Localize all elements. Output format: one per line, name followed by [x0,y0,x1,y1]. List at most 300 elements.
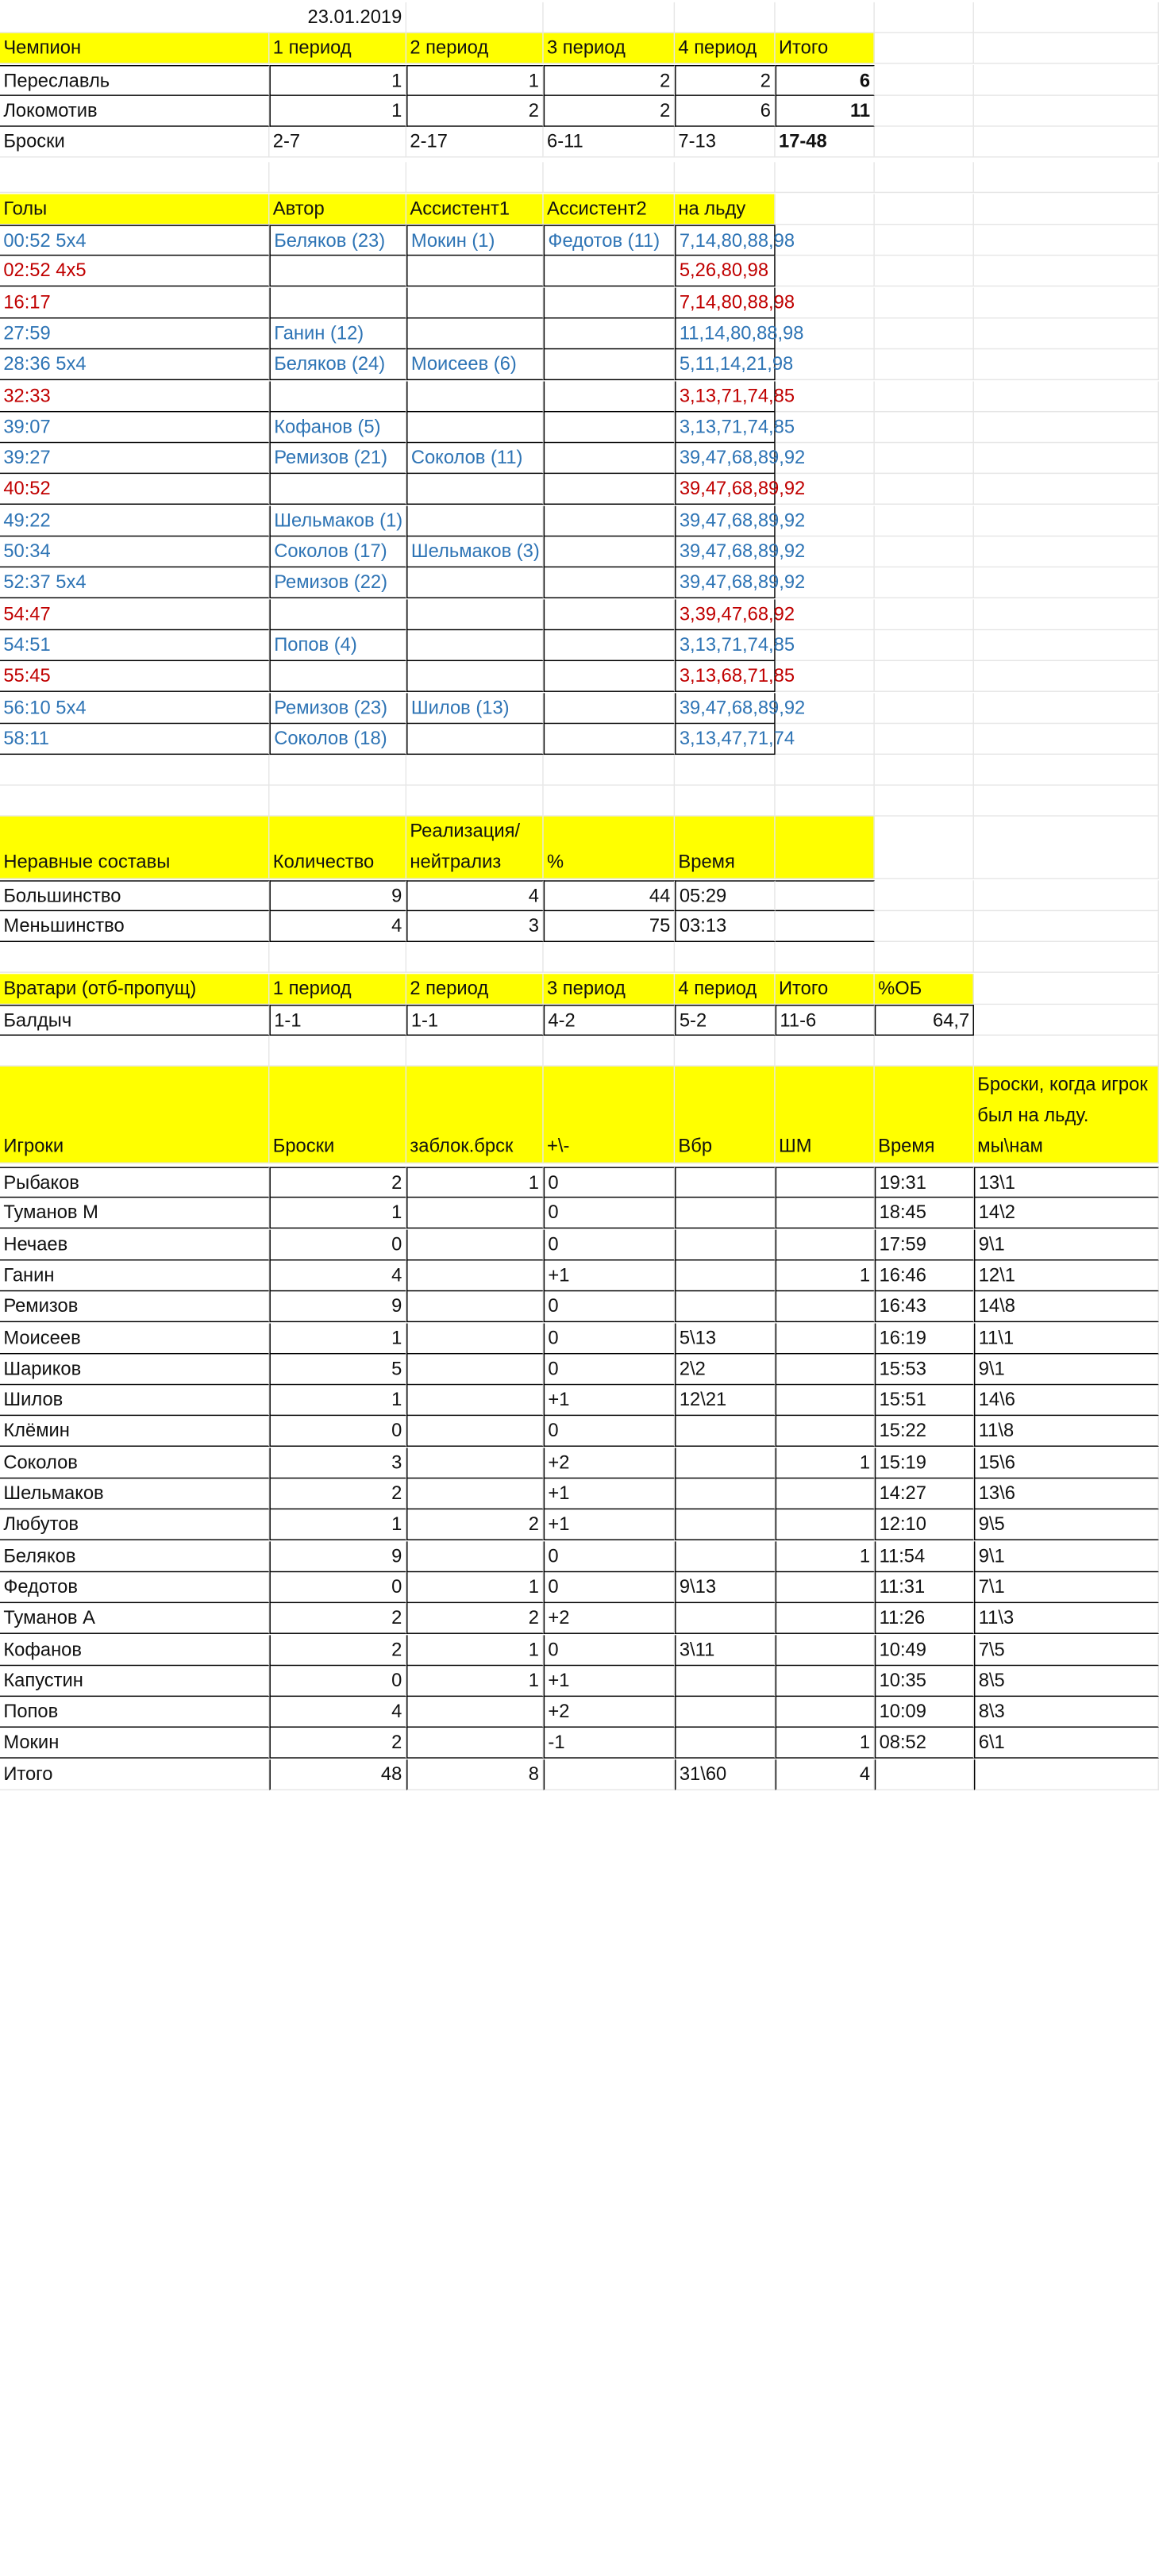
player-cell[interactable]: 1 [776,1448,875,1478]
player-cell[interactable]: 08:52 [875,1728,974,1759]
empty-cell[interactable] [974,412,1159,443]
empty-cell[interactable] [875,880,974,911]
goal-a2-cell[interactable] [544,287,675,318]
player-cell[interactable]: 9 [269,1541,406,1572]
goal-ice-cell[interactable]: 3,39,47,68,92 [675,599,776,630]
player-cell[interactable]: 1 [269,1385,406,1416]
player-cell[interactable]: Федотов [0,1572,269,1603]
player-cell[interactable]: 1 [776,1260,875,1291]
empty-cell[interactable] [875,412,974,443]
goalies-header-cell[interactable]: 1 период [269,974,406,1005]
empty-cell[interactable] [406,162,544,193]
player-cell[interactable] [675,1292,776,1323]
player-cell[interactable]: 11\1 [974,1323,1159,1354]
player-cell[interactable]: 1 [406,1666,544,1697]
score-cell[interactable]: Переславль [0,65,269,96]
score-header-cell[interactable]: Итого [776,33,875,64]
empty-cell[interactable] [0,1036,269,1067]
player-cell[interactable]: -1 [544,1728,675,1759]
special-header-cell[interactable]: % [544,817,675,879]
player-cell[interactable]: 11:54 [875,1541,974,1572]
empty-cell[interactable] [875,693,974,724]
goal-a1-cell[interactable]: Мокин (1) [406,225,544,256]
empty-cell[interactable] [974,661,1159,692]
player-cell[interactable]: 1 [269,1198,406,1229]
empty-cell[interactable] [974,225,1159,256]
empty-cell[interactable] [974,318,1159,349]
empty-cell[interactable] [544,786,675,817]
player-cell[interactable]: +2 [544,1697,675,1728]
empty-cell[interactable] [974,630,1159,661]
goalie-cell[interactable]: 64,7 [875,1005,974,1036]
player-cell[interactable]: +1 [544,1510,675,1541]
score-cell[interactable]: 17-48 [776,127,875,158]
empty-cell[interactable] [974,194,1159,225]
special-header-cell[interactable]: Количество [269,817,406,879]
player-cell[interactable]: 8\5 [974,1666,1159,1697]
goals-header-cell[interactable]: Ассистент2 [544,194,675,225]
player-cell[interactable]: 0 [544,1354,675,1385]
empty-cell[interactable] [974,755,1159,786]
empty-cell[interactable] [974,724,1159,755]
player-cell[interactable]: Ганин [0,1260,269,1291]
empty-cell[interactable] [875,661,974,692]
special-cell[interactable]: Большинство [0,880,269,911]
empty-cell[interactable] [974,974,1159,1005]
goal-author-cell[interactable]: Ганин (12) [269,318,406,349]
empty-cell[interactable] [974,96,1159,127]
player-cell[interactable]: 7\5 [974,1635,1159,1666]
goal-a1-cell[interactable] [406,256,544,287]
player-cell[interactable]: 9\1 [974,1354,1159,1385]
empty-cell[interactable] [875,225,974,256]
goals-header-cell[interactable]: на льду [675,194,776,225]
player-cell[interactable] [776,1354,875,1385]
empty-cell[interactable] [406,2,544,33]
player-cell[interactable]: 12:10 [875,1510,974,1541]
goal-time-cell[interactable]: 49:22 [0,506,269,536]
empty-cell[interactable] [875,786,974,817]
player-cell[interactable] [406,1354,544,1385]
score-cell[interactable]: 2-7 [269,127,406,158]
player-cell[interactable]: 15:22 [875,1417,974,1448]
player-cell[interactable]: Рыбаков [0,1167,269,1198]
empty-cell[interactable] [875,536,974,567]
player-cell[interactable]: +1 [544,1478,675,1509]
special-header-cell[interactable]: Реализация/ нейтрализ [406,817,544,879]
goal-author-cell[interactable]: Беляков (23) [269,225,406,256]
empty-cell[interactable] [776,912,875,943]
player-cell[interactable]: 0 [544,1167,675,1198]
score-cell[interactable]: 11 [776,96,875,127]
player-cell[interactable] [406,1478,544,1509]
player-cell[interactable]: 15:19 [875,1448,974,1478]
empty-cell[interactable] [406,1036,544,1067]
empty-cell[interactable] [544,162,675,193]
goal-a2-cell[interactable] [544,724,675,755]
special-cell[interactable]: 9 [269,880,406,911]
goals-header-cell[interactable]: Голы [0,194,269,225]
player-cell[interactable]: Капустин [0,1666,269,1697]
empty-cell[interactable] [974,912,1159,943]
score-cell[interactable]: 6-11 [544,127,675,158]
goal-a1-cell[interactable] [406,287,544,318]
goal-time-cell[interactable]: 54:47 [0,599,269,630]
goal-a1-cell[interactable] [406,599,544,630]
player-cell[interactable] [776,1572,875,1603]
player-cell[interactable]: 16:43 [875,1292,974,1323]
empty-cell[interactable] [544,942,675,973]
goalie-cell[interactable]: 11-6 [776,1005,875,1036]
score-cell[interactable]: Броски [0,127,269,158]
empty-cell[interactable] [544,755,675,786]
player-cell[interactable]: 10:09 [875,1697,974,1728]
player-cell[interactable] [406,1229,544,1260]
score-cell[interactable]: 1 [406,65,544,96]
player-cell[interactable]: 13\1 [974,1167,1159,1198]
goal-author-cell[interactable] [269,287,406,318]
goal-a1-cell[interactable]: Шельмаков (3) [406,536,544,567]
player-cell[interactable] [776,1635,875,1666]
player-cell[interactable] [406,1448,544,1478]
empty-cell[interactable] [875,506,974,536]
empty-cell[interactable] [875,2,974,33]
player-cell[interactable]: 0 [269,1666,406,1697]
empty-cell[interactable] [875,65,974,96]
goal-a1-cell[interactable] [406,475,544,506]
empty-cell[interactable] [406,755,544,786]
goal-author-cell[interactable] [269,599,406,630]
score-cell[interactable]: 2 [406,96,544,127]
goal-a2-cell[interactable] [544,693,675,724]
player-cell[interactable] [406,1323,544,1354]
goalies-header-cell[interactable]: Итого [776,974,875,1005]
player-cell[interactable] [406,1728,544,1759]
goal-ice-cell[interactable]: 39,47,68,89,92 [675,536,776,567]
empty-cell[interactable] [974,942,1159,973]
empty-cell[interactable] [776,693,875,724]
goal-ice-cell[interactable]: 7,14,80,88,98 [675,225,776,256]
player-cell[interactable]: Попов [0,1697,269,1728]
player-cell[interactable]: 17:59 [875,1229,974,1260]
player-cell[interactable]: 1 [776,1541,875,1572]
player-total-cell[interactable] [875,1759,974,1790]
empty-cell[interactable] [974,443,1159,474]
player-cell[interactable]: Любутов [0,1510,269,1541]
goal-time-cell[interactable]: 55:45 [0,661,269,692]
special-cell[interactable]: 44 [544,880,675,911]
goal-time-cell[interactable]: 02:52 4x5 [0,256,269,287]
player-cell[interactable]: Беляков [0,1541,269,1572]
goal-author-cell[interactable] [269,475,406,506]
empty-cell[interactable] [974,287,1159,318]
goal-time-cell[interactable]: 32:33 [0,381,269,412]
score-header-cell[interactable]: 2 период [406,33,544,64]
empty-cell[interactable] [974,599,1159,630]
player-cell[interactable] [675,1229,776,1260]
special-cell[interactable]: 05:29 [675,880,776,911]
empty-cell[interactable] [776,942,875,973]
player-cell[interactable]: Туманов М [0,1198,269,1229]
empty-cell[interactable] [406,786,544,817]
empty-cell[interactable] [776,630,875,661]
goal-time-cell[interactable]: 58:11 [0,724,269,755]
goalies-header-cell[interactable]: 4 период [675,974,776,1005]
player-cell[interactable] [675,1510,776,1541]
player-cell[interactable]: 0 [544,1635,675,1666]
player-cell[interactable]: 12\1 [974,1260,1159,1291]
player-cell[interactable]: 1 [406,1572,544,1603]
player-cell[interactable]: Шариков [0,1354,269,1385]
empty-cell[interactable] [974,1036,1159,1067]
empty-cell[interactable] [974,506,1159,536]
goal-ice-cell[interactable]: 3,13,71,74,85 [675,412,776,443]
player-cell[interactable] [776,1666,875,1697]
player-cell[interactable]: Нечаев [0,1229,269,1260]
empty-cell[interactable] [875,33,974,64]
goal-time-cell[interactable]: 28:36 5x4 [0,350,269,381]
empty-cell[interactable] [0,755,269,786]
goal-a2-cell[interactable] [544,318,675,349]
player-cell[interactable] [406,1385,544,1416]
player-cell[interactable]: 9\1 [974,1541,1159,1572]
score-header-cell[interactable]: Чемпион [0,33,269,64]
score-cell[interactable]: 6 [776,65,875,96]
empty-cell[interactable] [776,194,875,225]
player-cell[interactable] [675,1260,776,1291]
empty-cell[interactable] [875,630,974,661]
empty-cell[interactable] [974,475,1159,506]
empty-cell[interactable] [875,755,974,786]
empty-cell[interactable] [776,225,875,256]
empty-cell[interactable] [875,724,974,755]
goalies-header-cell[interactable]: 3 период [544,974,675,1005]
empty-cell[interactable] [875,817,974,879]
goal-a2-cell[interactable] [544,350,675,381]
goal-ice-cell[interactable]: 5,26,80,98 [675,256,776,287]
goal-ice-cell[interactable]: 39,47,68,89,92 [675,693,776,724]
goal-a2-cell[interactable] [544,475,675,506]
header-fill-cell[interactable] [776,817,875,879]
empty-cell[interactable] [776,755,875,786]
player-total-cell[interactable]: 4 [776,1759,875,1790]
player-cell[interactable]: 1 [269,1323,406,1354]
empty-cell[interactable] [875,256,974,287]
empty-cell[interactable] [974,536,1159,567]
empty-cell[interactable] [776,475,875,506]
goal-author-cell[interactable]: Ремизов (23) [269,693,406,724]
empty-cell[interactable] [544,1036,675,1067]
player-cell[interactable]: Соколов [0,1448,269,1478]
empty-cell[interactable] [875,381,974,412]
goals-header-cell[interactable]: Ассистент1 [406,194,544,225]
empty-cell[interactable] [875,475,974,506]
empty-cell[interactable] [544,2,675,33]
empty-cell[interactable] [875,599,974,630]
goalies-header-cell[interactable]: %ОБ [875,974,974,1005]
player-cell[interactable] [675,1728,776,1759]
score-header-cell[interactable]: 3 период [544,33,675,64]
player-cell[interactable]: 10:49 [875,1635,974,1666]
goal-a2-cell[interactable] [544,661,675,692]
player-cell[interactable]: 8\3 [974,1697,1159,1728]
player-cell[interactable]: 3 [269,1448,406,1478]
empty-cell[interactable] [974,350,1159,381]
goal-author-cell[interactable]: Попов (4) [269,630,406,661]
empty-cell[interactable] [974,880,1159,911]
special-cell[interactable]: 3 [406,912,544,943]
empty-cell[interactable] [974,693,1159,724]
player-cell[interactable]: 2 [269,1167,406,1198]
player-cell[interactable] [776,1198,875,1229]
goalie-cell[interactable]: Балдыч [0,1005,269,1036]
empty-cell[interactable] [776,661,875,692]
empty-cell[interactable] [875,194,974,225]
goal-a1-cell[interactable]: Соколов (11) [406,443,544,474]
player-cell[interactable] [776,1167,875,1198]
goal-author-cell[interactable]: Кофанов (5) [269,412,406,443]
empty-cell[interactable] [776,599,875,630]
empty-cell[interactable] [974,33,1159,64]
score-cell[interactable]: 7-13 [675,127,776,158]
goalie-cell[interactable]: 4-2 [544,1005,675,1036]
empty-cell[interactable] [875,127,974,158]
player-cell[interactable]: +1 [544,1385,675,1416]
goal-a2-cell[interactable] [544,381,675,412]
player-cell[interactable] [776,1478,875,1509]
goal-a1-cell[interactable] [406,661,544,692]
player-cell[interactable]: 0 [544,1292,675,1323]
player-cell[interactable]: 13\6 [974,1478,1159,1509]
player-cell[interactable] [675,1198,776,1229]
player-cell[interactable]: 19:31 [875,1167,974,1198]
goal-ice-cell[interactable]: 39,47,68,89,92 [675,506,776,536]
empty-cell[interactable] [0,942,269,973]
empty-cell[interactable] [974,2,1159,33]
player-cell[interactable]: 15\6 [974,1448,1159,1478]
goal-author-cell[interactable]: Шельмаков (1) [269,506,406,536]
goal-author-cell[interactable] [269,256,406,287]
empty-cell[interactable] [776,162,875,193]
empty-cell[interactable] [875,568,974,599]
player-cell[interactable]: 0 [544,1541,675,1572]
empty-cell[interactable] [269,786,406,817]
player-cell[interactable]: 9\1 [974,1229,1159,1260]
player-cell[interactable] [406,1198,544,1229]
empty-cell[interactable] [974,65,1159,96]
player-cell[interactable] [675,1541,776,1572]
empty-cell[interactable] [776,786,875,817]
empty-cell[interactable] [776,256,875,287]
player-cell[interactable]: 9\5 [974,1510,1159,1541]
player-cell[interactable] [776,1292,875,1323]
player-cell[interactable]: +2 [544,1448,675,1478]
player-cell[interactable]: 2 [269,1603,406,1634]
score-cell[interactable]: 1 [269,96,406,127]
goal-a2-cell[interactable] [544,506,675,536]
player-cell[interactable] [776,1603,875,1634]
score-cell[interactable]: 2 [544,96,675,127]
player-cell[interactable]: 2 [269,1635,406,1666]
player-cell[interactable]: 2 [406,1510,544,1541]
player-cell[interactable]: 0 [544,1572,675,1603]
empty-cell[interactable] [974,381,1159,412]
player-cell[interactable]: 0 [544,1417,675,1448]
player-cell[interactable]: 14\8 [974,1292,1159,1323]
goal-time-cell[interactable]: 54:51 [0,630,269,661]
players-header-cell[interactable]: Игроки [0,1067,269,1163]
player-cell[interactable] [776,1510,875,1541]
empty-cell[interactable] [875,162,974,193]
goal-ice-cell[interactable]: 7,14,80,88,98 [675,287,776,318]
empty-cell[interactable] [974,817,1159,879]
player-cell[interactable]: 16:19 [875,1323,974,1354]
player-cell[interactable]: 15:51 [875,1385,974,1416]
goal-ice-cell[interactable]: 3,13,47,71,74 [675,724,776,755]
goalie-cell[interactable]: 5-2 [675,1005,776,1036]
empty-cell[interactable] [269,162,406,193]
goal-time-cell[interactable]: 00:52 5x4 [0,225,269,256]
goal-a2-cell[interactable] [544,568,675,599]
goal-time-cell[interactable]: 50:34 [0,536,269,567]
player-cell[interactable]: +2 [544,1603,675,1634]
goal-author-cell[interactable]: Ремизов (22) [269,568,406,599]
player-cell[interactable]: 0 [544,1198,675,1229]
player-cell[interactable] [406,1417,544,1448]
goal-a2-cell[interactable] [544,443,675,474]
player-cell[interactable] [675,1666,776,1697]
player-cell[interactable]: 0 [544,1229,675,1260]
player-cell[interactable]: 5\13 [675,1323,776,1354]
empty-cell[interactable] [875,96,974,127]
goal-time-cell[interactable]: 16:17 [0,287,269,318]
player-cell[interactable] [776,1229,875,1260]
empty-cell[interactable] [875,318,974,349]
player-cell[interactable]: Шельмаков [0,1478,269,1509]
special-cell[interactable]: 4 [269,912,406,943]
player-cell[interactable]: 5 [269,1354,406,1385]
score-cell[interactable]: 2 [675,65,776,96]
empty-cell[interactable] [974,162,1159,193]
empty-cell[interactable] [974,786,1159,817]
goalies-header-cell[interactable]: Вратари (отб-пропущ) [0,974,269,1005]
player-cell[interactable] [675,1603,776,1634]
empty-cell[interactable] [675,942,776,973]
empty-cell[interactable] [675,786,776,817]
empty-cell[interactable] [675,1036,776,1067]
player-cell[interactable] [776,1697,875,1728]
empty-cell[interactable] [776,350,875,381]
player-cell[interactable] [406,1260,544,1291]
special-cell[interactable]: 03:13 [675,912,776,943]
goal-a2-cell[interactable] [544,412,675,443]
score-header-cell[interactable]: 4 период [675,33,776,64]
goal-a1-cell[interactable] [406,318,544,349]
goal-a2-cell[interactable] [544,599,675,630]
players-header-cell[interactable]: +\- [544,1067,675,1163]
player-cell[interactable] [675,1448,776,1478]
players-header-cell[interactable]: Броски, когда игрок был на льду. мы\нам [974,1067,1159,1163]
player-cell[interactable]: 2\2 [675,1354,776,1385]
player-cell[interactable]: Ремизов [0,1292,269,1323]
empty-cell[interactable] [875,1036,974,1067]
empty-cell[interactable] [875,350,974,381]
player-cell[interactable] [406,1697,544,1728]
player-cell[interactable]: 10:35 [875,1666,974,1697]
score-cell[interactable]: 6 [675,96,776,127]
date-cell[interactable]: 23.01.2019 [0,2,406,33]
player-cell[interactable]: 11\8 [974,1417,1159,1448]
